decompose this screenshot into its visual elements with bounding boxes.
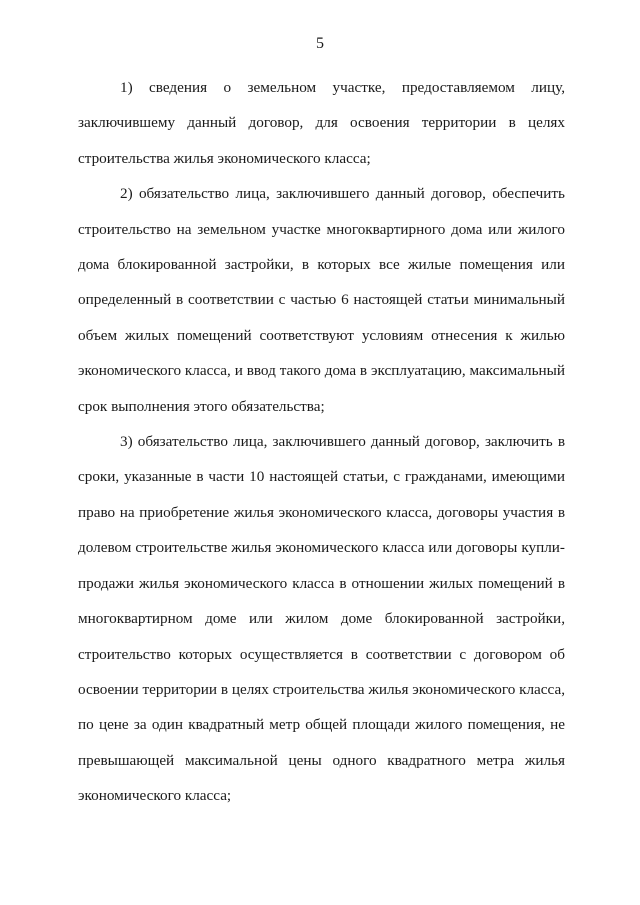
paragraph-item-2: 2) обязательство лица, заключившего данный договор, обеспечить строительство на земельном участке многоквартирного дома или жилого дома блокированной застройки, в которых все жилые помещения или определенный в соответствии с частью 6 настоящей статьи минимальный объем жилых помещений соответствуют условиям отнесения к жилью экономического класса, и ввод такого дома в эксплуатацию, максимальный срок выполнения этого обязательства; [78, 185, 565, 415]
paragraph-item-1: 1) сведения о земельном участке, предоставляемом лицу, заключившему данный договор, для освоения территории в целях строительства жилья экономического класса; [78, 79, 565, 167]
document-body [78, 70, 565, 814]
page-number: 5 [316, 35, 324, 52]
paragraph-item-3: 3) обязательство лица, заключившего данный договор, заключить в сроки, указанные в части 10 настоящей статьи, с гражданами, имеющими право на приобретение жилья экономического класса, договоры участия в долевом строительстве жилья экономического класса или договоры купли-продажи жилья экономического класса в отношении жилых помещений в многоквартирном доме или жилом доме блокированной застройки, строительство которых осуществляется в соответствии с договором об освоении территории в целях строительства жилья экономического класса, по цене за один квадратный метр общей площади жилого помещения, не превышающей максимальной цены одного квадратного метра жилья экономического класса; [78, 433, 565, 805]
